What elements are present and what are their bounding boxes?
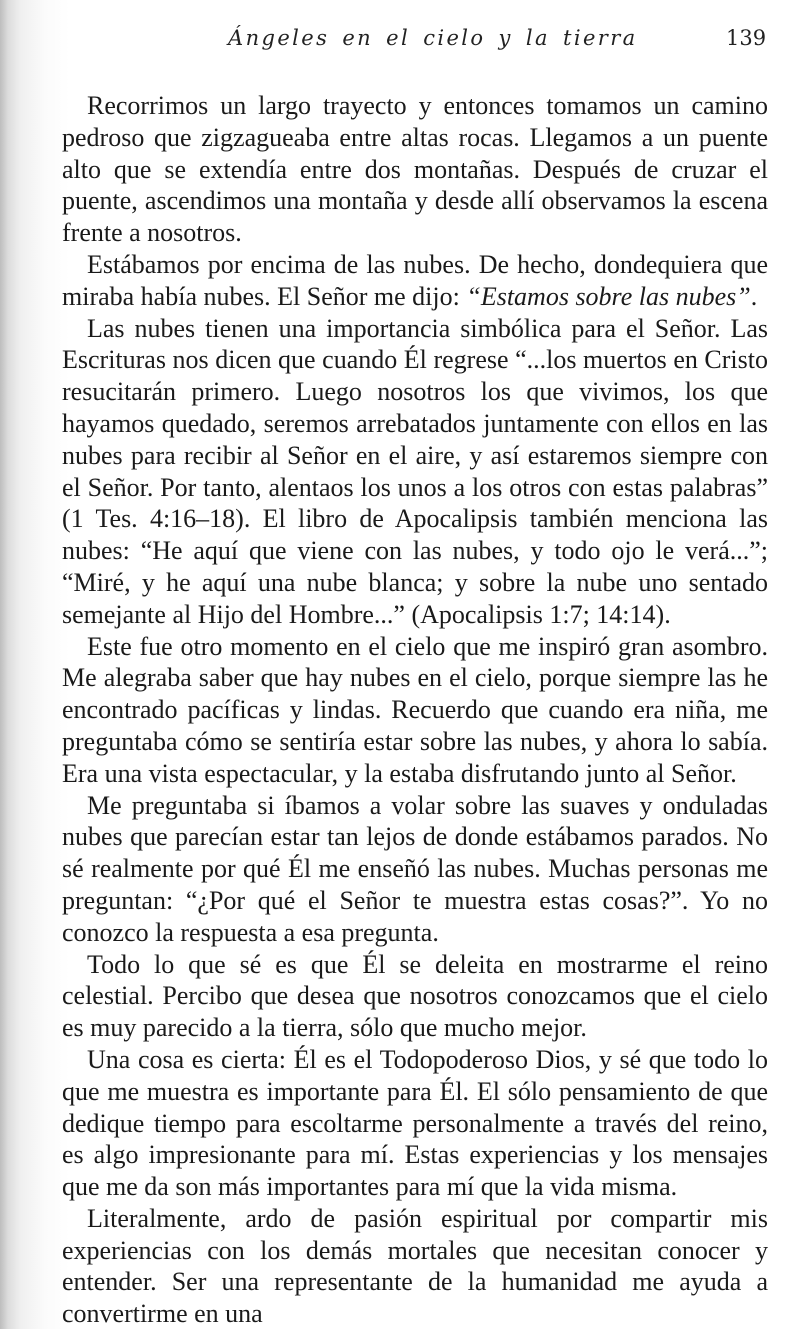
paragraph-5 — [62, 790, 768, 949]
running-title: Ángeles en el cielo y la tierra — [228, 26, 638, 50]
paragraph-3-text: Las nubes tienen una importancia simbólica para el Señor. Las Escrituras nos dicen que cuando Él regrese “...los muertos en Cristo resucitarán primero. Luego nosotros los que vivimos, los que hayamos quedado, seremos arrebatados juntamente con ellos en las nubes para recibir al Señor en el aire, y así estaremos siempre con el Señor. Por tanto, alentaos los unos a los otros con estas palabras” (1 Tes. 4:16–18). El libro de Apocalipsis también menciona las nubes: “He aquí que viene con las nubes, y todo ojo le verá...”; “Miré, y he aquí una nube blanca; y sobre la nube uno sentado semejante al Hijo del Hombre...” (Apocalipsis 1:7; 14:14). — [62, 313, 768, 629]
paragraph-6 — [62, 949, 768, 1044]
lord-quote: “Estamos sobre las nubes” — [466, 281, 751, 311]
paragraph-4-text: Este fue otro momento en el cielo que me inspiró gran asombro. Me alegraba saber que hay nubes en el cielo, porque siempre las he encontrado pacíficas y lindas. Recuerdo que cuando era niña, me preguntaba cómo se sentiría estar sobre las nubes, y ahora lo sabía. Era una vista espectacular, y la estaba disfrutando junto al Señor. — [62, 631, 768, 788]
paragraph-7-text: Una cosa es cierta: Él es el Todopoderoso Dios, y sé que todo lo que me muestra es importante para Él. El sólo pensamiento de que dedique tiempo para escoltarme personalmente a través del reino, es algo impresionante para mí. Estas experiencias y los mensajes que me da son más importantes para mí que la vida misma. — [62, 1044, 768, 1202]
paragraph-1 — [62, 90, 768, 249]
paragraph-2-end: . — [750, 281, 758, 311]
page-number: 139 — [726, 26, 767, 50]
paragraph-1-text: Recorrimos un largo trayecto y entonces tomamos un camino pedroso que zigzagueaba entre altas rocas. Llegamos a un puente alto que se extendía entre dos montañas. Después de cruzar el puente, ascendimos una montaña y desde allí observamos la escena frente a nosotros. — [62, 91, 768, 248]
paragraph-8 — [62, 1203, 768, 1330]
paragraph-4 — [62, 631, 768, 790]
paragraph-7 — [62, 1044, 768, 1203]
paragraph-2-text: Estábamos por encima de las nubes. De hecho, dondequiera que miraba había nubes. El Señor me dijo: — [62, 249, 768, 311]
paragraph-8-text: Literalmente, ardo de pasión espiritual por compartir mis experiencias con los demás mortales que necesitan conocer y entender. Ser una representante de la humanidad me ayuda a convertirme en una — [62, 1203, 768, 1329]
paragraph-2 — [62, 249, 768, 313]
body-text — [62, 90, 768, 1330]
paragraph-5-text: Me preguntaba si íbamos a volar sobre las suaves y onduladas nubes que parecían estar tan lejos de donde estábamos parados. No sé realmente por qué Él me enseñó las nubes. Muchas personas me preguntan: “¿Por qué el Señor te muestra estas cosas?”. Yo no conozco la respuesta a esa pregunta. — [62, 790, 768, 947]
running-header — [0, 26, 800, 56]
paragraph-6-text: Todo lo que sé es que Él se deleita en mostrarme el reino celestial. Percibo que desea que nosotros conozcamos que el cielo es muy parecido a la tierra, sólo que mucho mejor. — [62, 949, 768, 1043]
paragraph-3 — [62, 313, 768, 631]
